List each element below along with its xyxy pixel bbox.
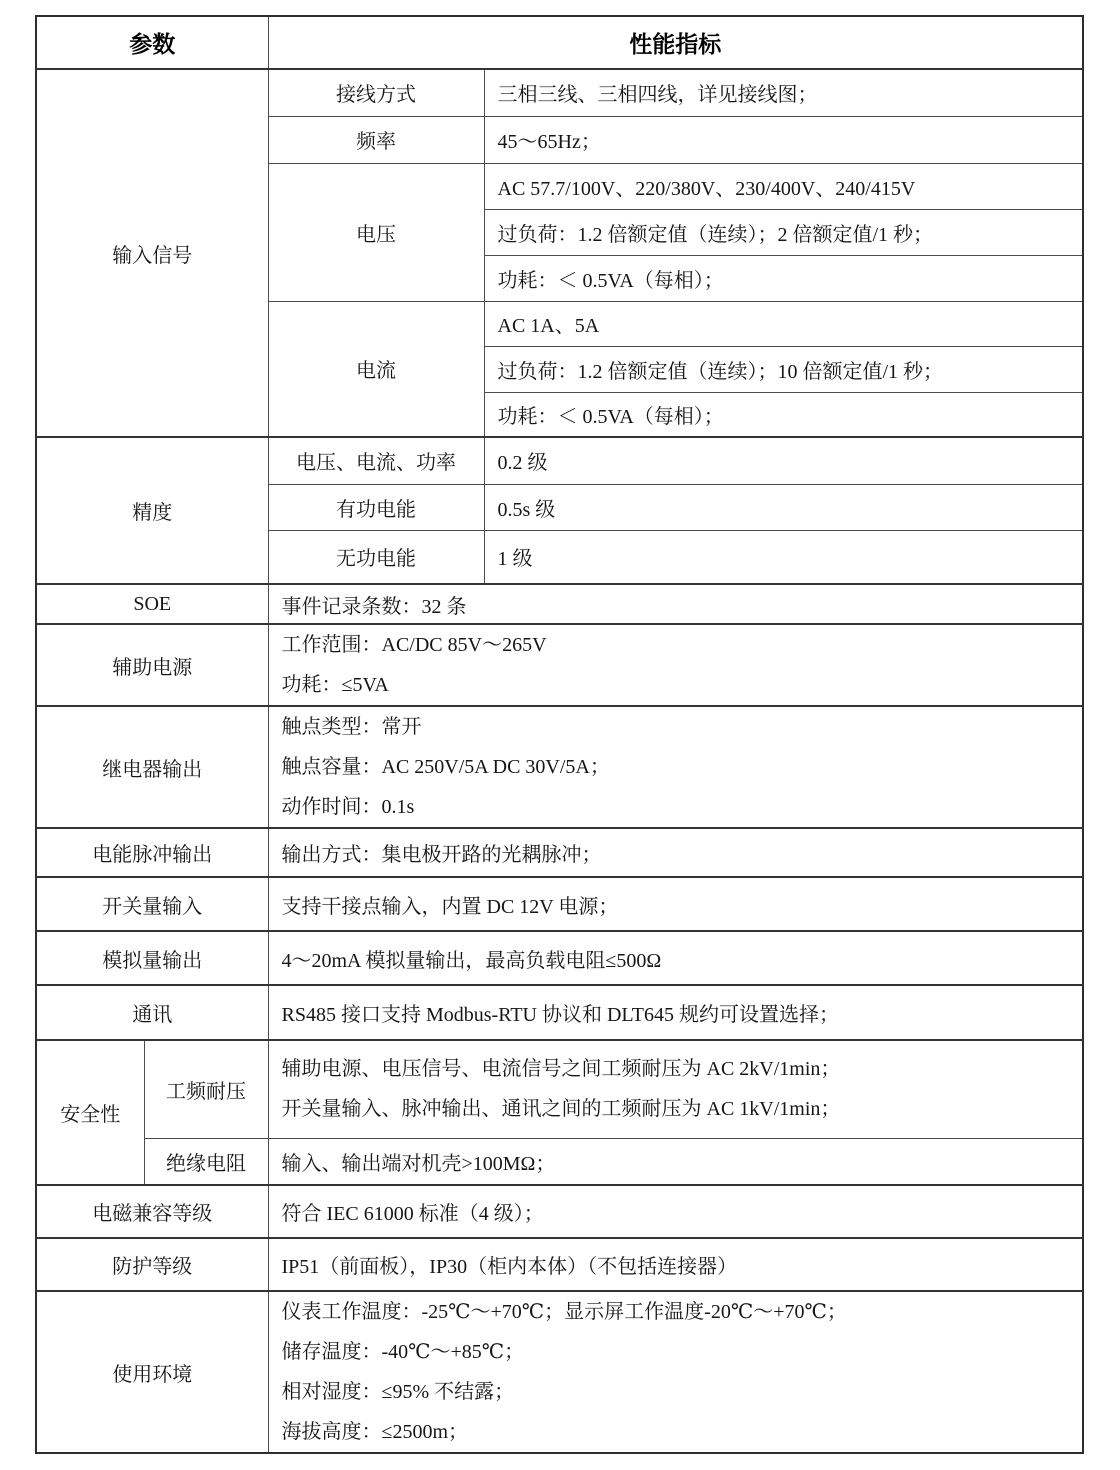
param-cell-input-signal: 输入信号: [36, 69, 268, 437]
param-cell-communication: 通讯: [36, 985, 268, 1040]
subparam-cell-accuracy-power: 电压、电流、功率: [268, 437, 484, 484]
param-cell-pulse-output: 电能脉冲输出: [36, 828, 268, 877]
subparam-cell-current: 电流: [268, 301, 484, 437]
row-analog-output: [36, 931, 1083, 985]
value-cell-current-range: AC 1A、5A: [484, 301, 1083, 346]
value-cell-frequency: 45～65Hz；: [484, 116, 1083, 163]
value-cell-communication: RS485 接口支持 Modbus-RTU 协议和 DLT645 规约可设置选择；: [268, 985, 1083, 1040]
value-cell-wiring: 三相三线、三相四线，详见接线图；: [484, 69, 1083, 116]
param-cell-digital-input: 开关量输入: [36, 877, 268, 931]
subparam-cell-frequency: 频率: [268, 116, 484, 163]
withstand-line-2: 开关量输入、脉冲输出、通讯之间的工频耐压为 AC 1kV/1min；: [281, 1098, 841, 1121]
environment-storage-temp: 储存温度：-40℃～+85℃；: [281, 1341, 525, 1363]
row-soe: [36, 584, 1083, 624]
row-accuracy-1: [36, 437, 1083, 484]
subparam-cell-voltage: 电压: [268, 163, 484, 301]
value-cell-emc: 符合 IEC 61000 标准（4 级）；: [268, 1185, 1083, 1238]
value-cell-accuracy-reactive: 1 级: [484, 530, 1083, 584]
param-cell-environment: 使用环境: [36, 1291, 268, 1453]
row-relay-output: [36, 706, 1083, 828]
param-cell-accuracy: 精度: [36, 437, 268, 584]
param-cell-relay-output: 继电器输出: [36, 706, 268, 828]
subparam-cell-insulation: 绝缘电阻: [144, 1138, 268, 1185]
row-safety-withstand: [36, 1040, 1083, 1138]
subparam-cell-wiring: 接线方式: [268, 69, 484, 116]
value-cell-relay-output: [268, 706, 1083, 828]
row-safety-insulation: [36, 1138, 1083, 1185]
value-cell-accuracy-active: 0.5s 级: [484, 484, 1083, 530]
row-communication: [36, 985, 1083, 1040]
value-cell-soe: 事件记录条数：32 条: [268, 584, 1083, 624]
param-cell-emc: 电磁兼容等级: [36, 1185, 268, 1238]
value-cell-environment: [268, 1291, 1083, 1453]
relay-contact-type: 触点类型：常开: [281, 716, 422, 738]
aux-power-consumption: 功耗：≤5VA: [281, 674, 389, 696]
value-cell-current-consumption: 功耗：＜ 0.5VA（每相）；: [484, 392, 1083, 437]
subparam-cell-accuracy-reactive: 无功电能: [268, 530, 484, 584]
row-aux-power: [36, 624, 1083, 706]
row-emc: [36, 1185, 1083, 1238]
header-spec: 性能指标: [268, 16, 1083, 69]
subparam-cell-accuracy-active: 有功电能: [268, 484, 484, 530]
row-protection: [36, 1238, 1083, 1291]
row-digital-input: [36, 877, 1083, 931]
relay-action-time: 动作时间：0.1s: [281, 796, 415, 818]
value-cell-accuracy-power: 0.2 级: [484, 437, 1083, 484]
subparam-cell-withstand: 工频耐压: [144, 1040, 268, 1138]
value-cell-current-overload: 过负荷：1.2 倍额定值（连续）；10 倍额定值/1 秒；: [484, 346, 1083, 392]
environment-altitude: 海拔高度：≤2500m；: [281, 1421, 469, 1443]
param-cell-safety: 安全性: [36, 1040, 144, 1185]
param-cell-analog-output: 模拟量输出: [36, 931, 268, 985]
value-cell-pulse-output: 输出方式：集电极开路的光耦脉冲；: [268, 828, 1083, 877]
environment-humidity: 相对湿度：≤95% 不结露；: [281, 1381, 515, 1403]
header-param: 参数: [36, 16, 268, 69]
row-environment: [36, 1291, 1083, 1453]
value-cell-protection: IP51（前面板），IP30（柜内本体）（不包括连接器）: [268, 1238, 1083, 1291]
header-row: [36, 16, 1083, 69]
relay-contact-capacity: 触点容量：AC 250V/5A DC 30V/5A；: [281, 756, 610, 778]
param-cell-aux-power: 辅助电源: [36, 624, 268, 706]
value-cell-voltage-consumption: 功耗：＜ 0.5VA（每相）；: [484, 255, 1083, 301]
param-cell-protection: 防护等级: [36, 1238, 268, 1291]
row-wiring: [36, 69, 1083, 116]
environment-operating-temp: 仪表工作温度：-25℃～+70℃；显示屏工作温度-20℃～+70℃；: [281, 1301, 847, 1323]
value-cell-analog-output: 4～20mA 模拟量输出，最高负载电阻≤500Ω: [268, 931, 1083, 985]
withstand-line-1: 辅助电源、电压信号、电流信号之间工频耐压为 AC 2kV/1min；: [281, 1058, 841, 1081]
value-cell-insulation: 输入、输出端对机壳>100MΩ；: [268, 1138, 1083, 1185]
value-cell-voltage-overload: 过负荷：1.2 倍额定值（连续）；2 倍额定值/1 秒；: [484, 209, 1083, 255]
value-cell-digital-input: 支持干接点输入，内置 DC 12V 电源；: [268, 877, 1083, 931]
aux-power-range: 工作范围：AC/DC 85V～265V: [281, 634, 547, 656]
row-pulse-output: [36, 828, 1083, 877]
value-cell-aux-power: [268, 624, 1083, 706]
param-cell-soe: SOE: [36, 584, 268, 624]
value-cell-voltage-range: AC 57.7/100V、220/380V、230/400V、240/415V: [484, 163, 1083, 209]
value-cell-withstand: [268, 1040, 1083, 1138]
spec-table: [35, 15, 1084, 1454]
